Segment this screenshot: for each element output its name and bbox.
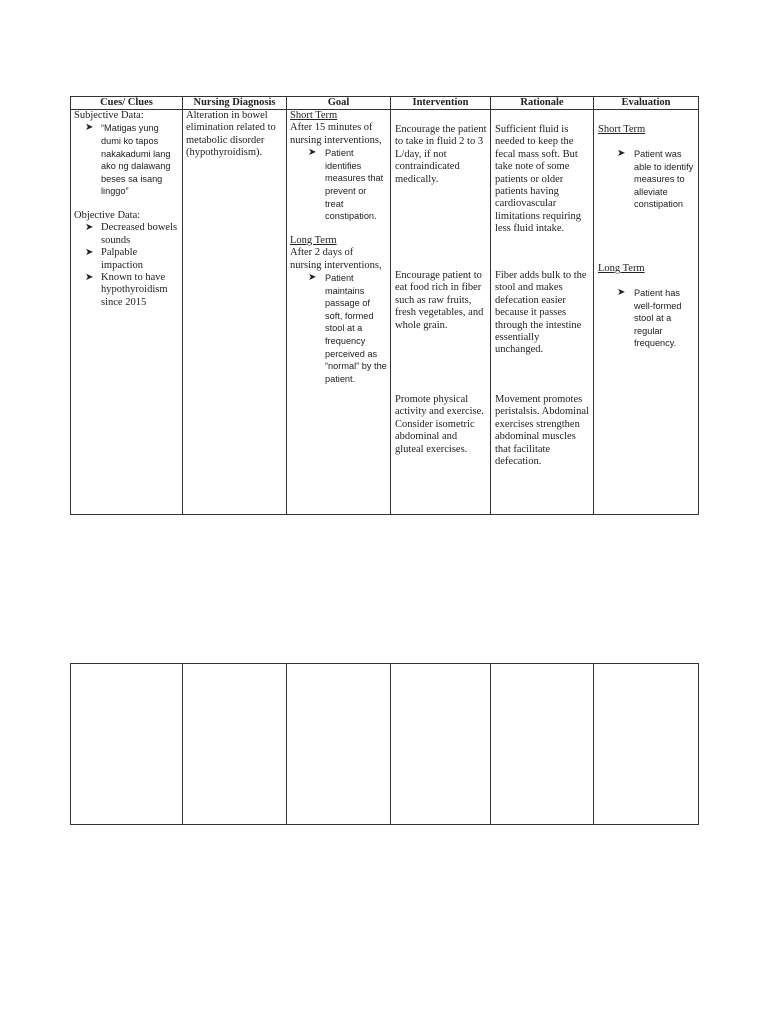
arrowhead-bullet-icon: ➤	[617, 287, 626, 298]
blank-cell	[287, 664, 391, 825]
evaluation-long-term-label: Long Term	[598, 263, 645, 274]
rationale-3: Movement promotes peristalsis. Abdominal exercises strengthen abdominal muscles that facilitate defecation.	[495, 394, 589, 468]
cues-cell	[71, 110, 183, 515]
objective-label: Objective Data:	[74, 209, 141, 221]
blank-cell	[594, 664, 699, 825]
blank-cell	[391, 664, 491, 825]
arrowhead-bullet-icon: ➤	[617, 148, 626, 159]
intervention-1: Encourage the patient to take in fluid 2 to 3 L/day, if not contraindicated medically.	[395, 124, 487, 185]
nursing-care-plan-table	[70, 96, 699, 515]
goal-cell	[287, 110, 391, 515]
arrowhead-bullet-icon: ➤	[85, 247, 94, 259]
rationale-cell	[491, 110, 594, 515]
arrowhead-bullet-icon: ➤	[308, 147, 317, 159]
header-rationale: Rationale	[491, 97, 594, 110]
goal-long-term-item: ➤ Patient maintains passage of soft, formed stool at a frequency perceived as “normal” by the patient.	[308, 272, 387, 384]
subjective-list	[74, 122, 179, 198]
objective-item: ➤ Decreased bowels sounds	[85, 222, 178, 246]
goal-long-term-label: Long Term	[290, 234, 337, 246]
intervention-2: Encourage patient to eat food rich in fiber such as raw fruits, fresh vegetables, and whole grain.	[395, 270, 484, 331]
header-goal: Goal	[287, 97, 391, 110]
arrowhead-bullet-icon: ➤	[85, 122, 94, 134]
header-diagnosis: Nursing Diagnosis	[183, 97, 287, 110]
rationale-2: Fiber adds bulk to the stool and makes defecation easier because it passes through the intestine essentially unchanged.	[495, 270, 587, 356]
goal-short-term-item: ➤ Patient identifies measures that prevent or treat constipation.	[308, 147, 384, 222]
blank-cell	[71, 664, 183, 825]
objective-item: ➤ Known to have hypothyroidism since 2015	[85, 272, 168, 308]
evaluation-short-term-label: Short Term	[598, 124, 646, 135]
blank-row	[71, 664, 699, 825]
evaluation-cell	[594, 110, 699, 515]
evaluation-short-term-item: ➤ Patient was able to identify measures to alleviate constipation	[617, 148, 694, 210]
goal-short-term-label: Short Term	[290, 110, 338, 121]
blank-care-plan-table	[70, 663, 699, 825]
goal-short-term-text: After 15 minutes of nursing interventions,	[290, 122, 382, 146]
arrowhead-bullet-icon: ➤	[308, 272, 317, 283]
arrowhead-bullet-icon: ➤	[85, 222, 94, 234]
goal-long-term-text: After 2 days of nursing interventions,	[290, 247, 382, 271]
rationale-1: Sufficient fluid is needed to keep the fecal mass soft. But take note of some patients or older patients having cardiovascular limitations requiring less fluid intake.	[495, 124, 582, 235]
subjective-item: ➤ “Matigas yung dumi ko tapos nakakadumi lang ako ng dalawang beses sa isang linggo”	[85, 122, 171, 197]
header-row	[71, 97, 699, 110]
blank-cell	[183, 664, 287, 825]
blank-cell	[491, 664, 594, 825]
arrowhead-bullet-icon: ➤	[85, 272, 94, 283]
objective-list	[74, 222, 179, 309]
header-intervention: Intervention	[391, 97, 491, 110]
intervention-3: Promote physical activity and exercise. Consider isometric abdominal and gluteal exercises.	[395, 394, 484, 455]
header-cues: Cues/ Clues	[71, 97, 183, 110]
header-evaluation: Evaluation	[594, 97, 699, 110]
subjective-label: Subjective Data:	[74, 110, 144, 121]
evaluation-long-term-item: ➤ Patient has well-formed stool at a regular frequency.	[617, 287, 682, 349]
diagnosis-text: Alteration in bowel elimination related to metabolic disorder (hypothyroidism).	[186, 110, 276, 159]
care-plan-row	[71, 110, 699, 515]
objective-item: ➤ Palpable impaction	[85, 247, 143, 271]
intervention-cell	[391, 110, 491, 515]
diagnosis-cell	[183, 110, 287, 515]
